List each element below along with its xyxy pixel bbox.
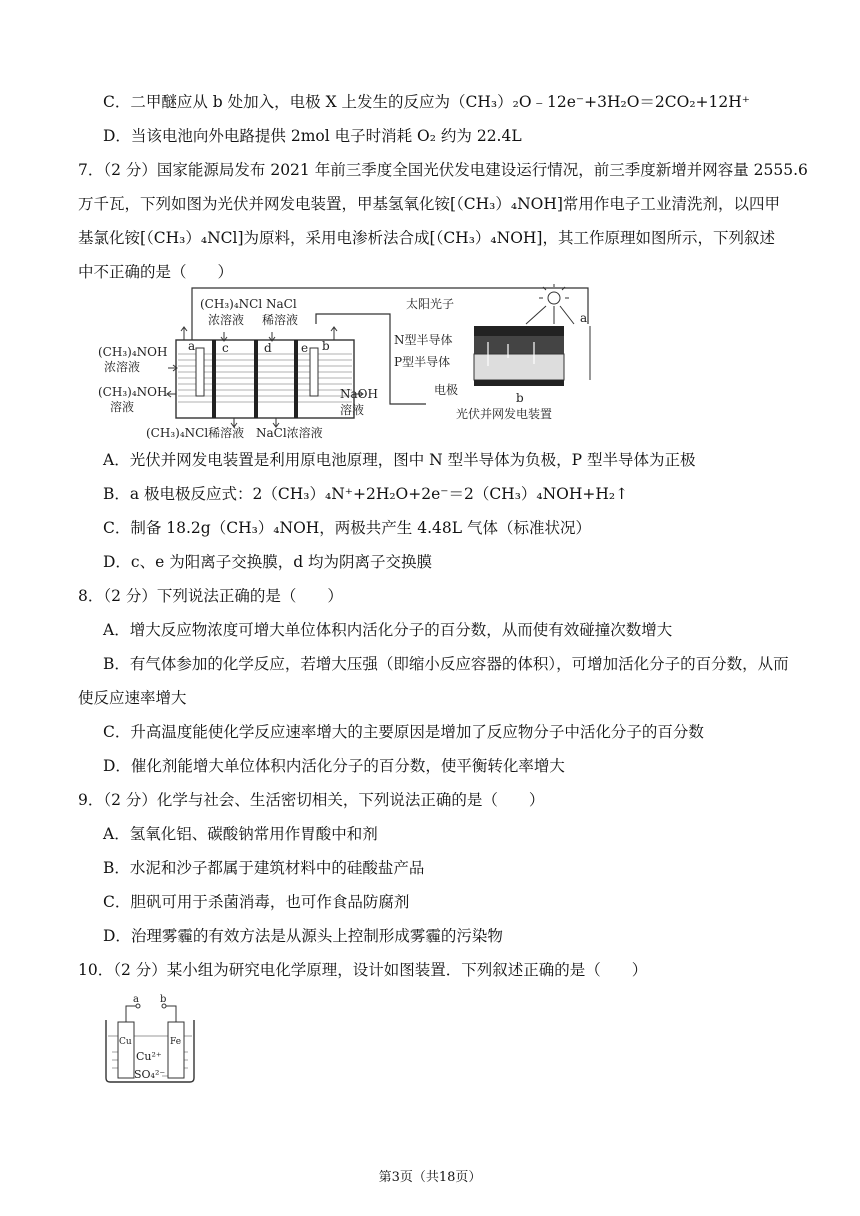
sun-icon [526, 284, 574, 324]
copper-ion-label: Cu²⁺ [136, 1050, 162, 1063]
q8-option-c: C．升高温度能使化学反应速率增大的主要原因是增加了反应物分子中活化分子的百分数 [103, 723, 704, 741]
q9-option-a: A．氢氧化铝、碳酸钠常用作胃酸中和剂 [103, 825, 378, 843]
q7-stem-line3: 基氯化铵[（CH₃）₄NCl]为原料，采用电渗析法合成[（CH₃）₄NOH]，其工作原理如图所示，下列叙述 [78, 229, 775, 247]
left-input-formula: (CH₃)₄NOH [98, 385, 168, 399]
q6-option-d: D．当该电池向外电路提供 2mol 电子时消耗 O₂ 约为 22.4L [103, 127, 522, 145]
q8-stem: 8．（2 分）下列说法正确的是（ ） [78, 587, 343, 605]
sulfate-ion-label: SO₄²⁻ [134, 1068, 166, 1081]
left-output-formula: (CH₃)₄NOH [98, 345, 168, 359]
membrane-c-label: c [222, 341, 229, 355]
q8-option-b-line1: B．有气体参加的化学反应，若增大压强（即缩小反应容器的体积），可增加活化分子的百分数，从而 [103, 655, 789, 673]
q10-cell-figure [100, 994, 200, 1086]
q7-option-a: A．光伏并网发电装置是利用原电池原理，图中 N 型半导体为负极，P 型半导体为正极 [103, 451, 696, 469]
top-right-solution-formula: NaCl [266, 297, 297, 311]
q7-option-c: C．制备 18.2g（CH₃）₄NOH，两极共产生 4.48L 气体（标准状况） [103, 519, 591, 537]
q8-option-b-line2: 使反应速率增大 [78, 689, 187, 707]
panel-top-terminal-a: a [580, 311, 588, 325]
q7-option-d: D．c、e 为阳离子交换膜，d 均为阴离子交换膜 [103, 553, 433, 571]
top-left-solution-formula: (CH₃)₄NCl [200, 297, 263, 311]
q7-stem-line1: 7．（2 分）国家能源局发布 2021 年前三季度全国光伏发电建设运行情况，前三季度新增并网容量 2555.6 [78, 161, 808, 179]
p-type-semiconductor-label: P型半导体 [394, 355, 451, 369]
electrode-b-label: b [322, 339, 330, 353]
cu-electrode-label: Cu [119, 1037, 132, 1047]
pv-device-caption: 光伏并网发电装置 [456, 407, 553, 421]
q9-stem: 9．（2 分）化学与社会、生活密切相关，下列说法正确的是（ ） [78, 791, 545, 809]
q10-stem: 10．（2 分）某小组为研究电化学原理，设计如图装置．下列叙述正确的是（ ） [78, 961, 648, 979]
terminal-b-label: b [160, 994, 167, 1005]
n-type-semiconductor-label: N型半导体 [394, 333, 453, 347]
bottom-right-solution: NaCl浓溶液 [256, 426, 323, 440]
top-right-solution-concentration: 稀溶液 [262, 313, 299, 327]
left-input-solution: 溶液 [110, 400, 135, 414]
top-left-solution-concentration: 浓溶液 [208, 313, 245, 327]
membrane-d-label: d [264, 341, 272, 355]
q8-option-a: A．增大反应物浓度可增大单位体积内活化分子的百分数，从而使有效碰撞次数增大 [103, 621, 673, 639]
q6-option-c: C．二甲醚应从 b 处加入，电极 X 上发生的反应为（CH₃）₂O﹣12e⁻+3H₂O＝2CO₂+12H⁺ [103, 93, 750, 111]
page-footer: 第3页（共18页） [378, 1170, 482, 1185]
electrode-label: 电极 [434, 383, 459, 397]
q7-stem-line2: 万千瓦，下列如图为光伏并网发电装置，甲基氢氧化铵[（CH₃）₄NOH]常用作电子工业清洗剂，以四甲 [78, 195, 780, 213]
bottom-left-solution: (CH₃)₄NCl稀溶液 [146, 426, 245, 440]
q9-option-b: B．水泥和沙子都属于建筑材料中的硅酸盐产品 [103, 859, 425, 877]
q7-stem-line4: 中不正确的是（ ） [78, 263, 234, 281]
membrane-e-label: e [301, 341, 309, 355]
sun-photon-label: 太阳光子 [406, 297, 455, 311]
right-output-solution: 溶液 [340, 403, 365, 417]
q7-electrodialysis-figure [96, 284, 696, 444]
fe-electrode-label: Fe [170, 1037, 182, 1047]
right-output-formula: NaOH [340, 387, 378, 401]
electrode-a-label: a [188, 339, 196, 353]
q7-option-b: B．a 极电极反应式：2（CH₃）₄N⁺+2H₂O+2e⁻＝2（CH₃）₄NOH+H₂↑ [103, 485, 629, 503]
q9-option-c: C．胆矾可用于杀菌消毒，也可作食品防腐剂 [103, 893, 410, 911]
left-output-concentration: 浓溶液 [104, 360, 141, 374]
q8-option-d: D．催化剂能增大单位体积内活化分子的百分数，使平衡转化率增大 [103, 757, 565, 775]
terminal-a-label: a [133, 994, 139, 1005]
q9-option-d: D．治理雾霾的有效方法是从源头上控制形成雾霾的污染物 [103, 927, 503, 945]
panel-bottom-terminal-b: b [516, 391, 524, 405]
